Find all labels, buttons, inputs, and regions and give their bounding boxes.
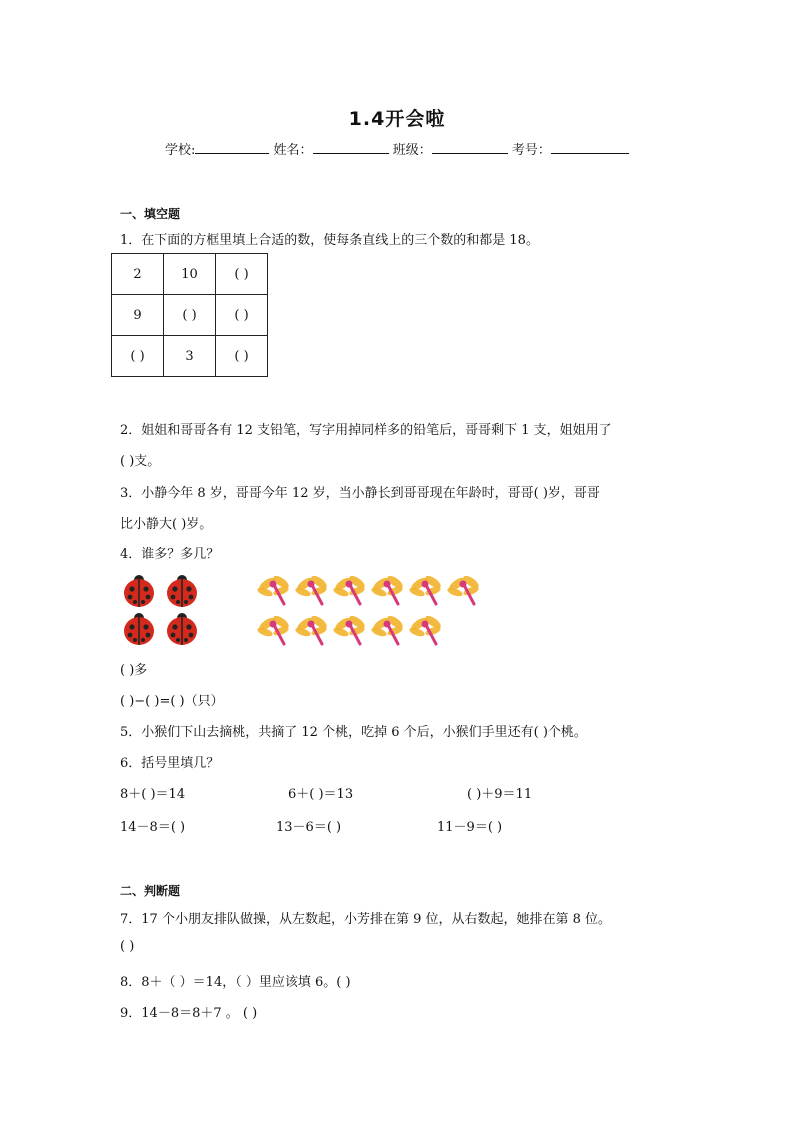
class-label: 班级：	[392, 143, 432, 158]
ladybug-row-2	[120, 611, 201, 651]
ladybug-icon	[120, 573, 158, 613]
equation: 6＋( )＝13	[288, 787, 354, 802]
dragonfly-icon	[371, 612, 405, 650]
section-true-false: 二、判断题	[120, 884, 181, 898]
dragonfly-icon	[295, 572, 329, 610]
grid-cell-blank[interactable]: ( )	[216, 254, 268, 295]
grid-cell-blank[interactable]: ( )	[164, 295, 216, 336]
dragonfly-icon	[371, 572, 405, 610]
school-field[interactable]	[195, 139, 269, 154]
grid-cell: 3	[164, 336, 216, 377]
dragonfly-row-2	[257, 612, 447, 650]
name-field[interactable]	[313, 139, 389, 154]
question-2-line-2: ( )支。	[120, 454, 161, 469]
question-1: 1．在下面的方框里填上合适的数，使每条直线上的三个数的和都是 18。	[120, 233, 539, 248]
question-8: 8．8＋（ ）＝14，（ ）里应该填 6。( )	[120, 975, 351, 990]
grid-cell: 2	[112, 254, 164, 295]
page-title: 1.4开会啦	[348, 108, 446, 130]
class-field[interactable]	[432, 139, 508, 154]
equation: 14－8＝( )	[120, 820, 186, 835]
grid-cell: 10	[164, 254, 216, 295]
grid-cell-blank[interactable]: ( )	[216, 336, 268, 377]
ladybug-row-1	[120, 573, 201, 613]
name-label: 姓名：	[273, 143, 313, 158]
grid-cell-blank[interactable]: ( )	[216, 295, 268, 336]
dragonfly-icon	[333, 612, 367, 650]
equation: ( )＋9＝11	[467, 787, 533, 802]
grid-cell-blank[interactable]: ( )	[112, 336, 164, 377]
dragonfly-icon	[447, 572, 481, 610]
school-label: 学校:	[165, 143, 196, 158]
ladybug-icon	[163, 573, 201, 613]
question-5: 5．小猴们下山去摘桃，共摘了 12 个桃，吃掉 6 个后，小猴们手里还有( )个桃。	[120, 725, 587, 740]
dragonfly-icon	[257, 612, 291, 650]
number-grid	[111, 253, 268, 377]
section-fill-in-blank: 一、填空题	[120, 207, 181, 221]
dragonfly-icon	[333, 572, 367, 610]
exam-no-field[interactable]	[551, 139, 629, 154]
student-info-line	[165, 139, 629, 158]
ladybug-icon	[163, 611, 201, 651]
question-7-line-1: 7．17 个小朋友排队做操，从左数起，小芳排在第 9 位，从右数起，她排在第 8 位。	[120, 912, 612, 927]
grid-cell: 9	[112, 295, 164, 336]
question-3-line-2: 比小静大( )岁。	[120, 517, 213, 532]
question-4: 4．谁多？多几？	[120, 547, 220, 562]
question-3-line-1: 3．小静今年 8 岁，哥哥今年 12 岁，当小静长到哥哥现在年龄时，哥哥( )岁，哥哥	[120, 486, 600, 501]
equation: 11－9＝( )	[437, 820, 503, 835]
question-7-line-2: ( )	[120, 939, 135, 954]
dragonfly-row-1	[257, 572, 485, 610]
question-4-answer-2: ( )−( )=( )（只）	[120, 694, 224, 709]
dragonfly-icon	[257, 572, 291, 610]
equation: 8＋( )＝14	[120, 787, 186, 802]
ladybug-icon	[120, 611, 158, 651]
question-6: 6．括号里填几？	[120, 756, 220, 771]
equation: 13－6＝( )	[276, 820, 342, 835]
dragonfly-icon	[409, 612, 443, 650]
exam-no-label: 考号：	[511, 143, 551, 158]
dragonfly-icon	[409, 572, 443, 610]
question-9: 9．14－8＝8＋7 。 ( )	[120, 1006, 258, 1021]
question-2-line-1: 2．姐姐和哥哥各有 12 支铅笔，写字用掉同样多的铅笔后，哥哥剩下 1 支，姐姐用了	[120, 423, 612, 438]
question-4-answer-1: ( )多	[120, 663, 148, 678]
dragonfly-icon	[295, 612, 329, 650]
